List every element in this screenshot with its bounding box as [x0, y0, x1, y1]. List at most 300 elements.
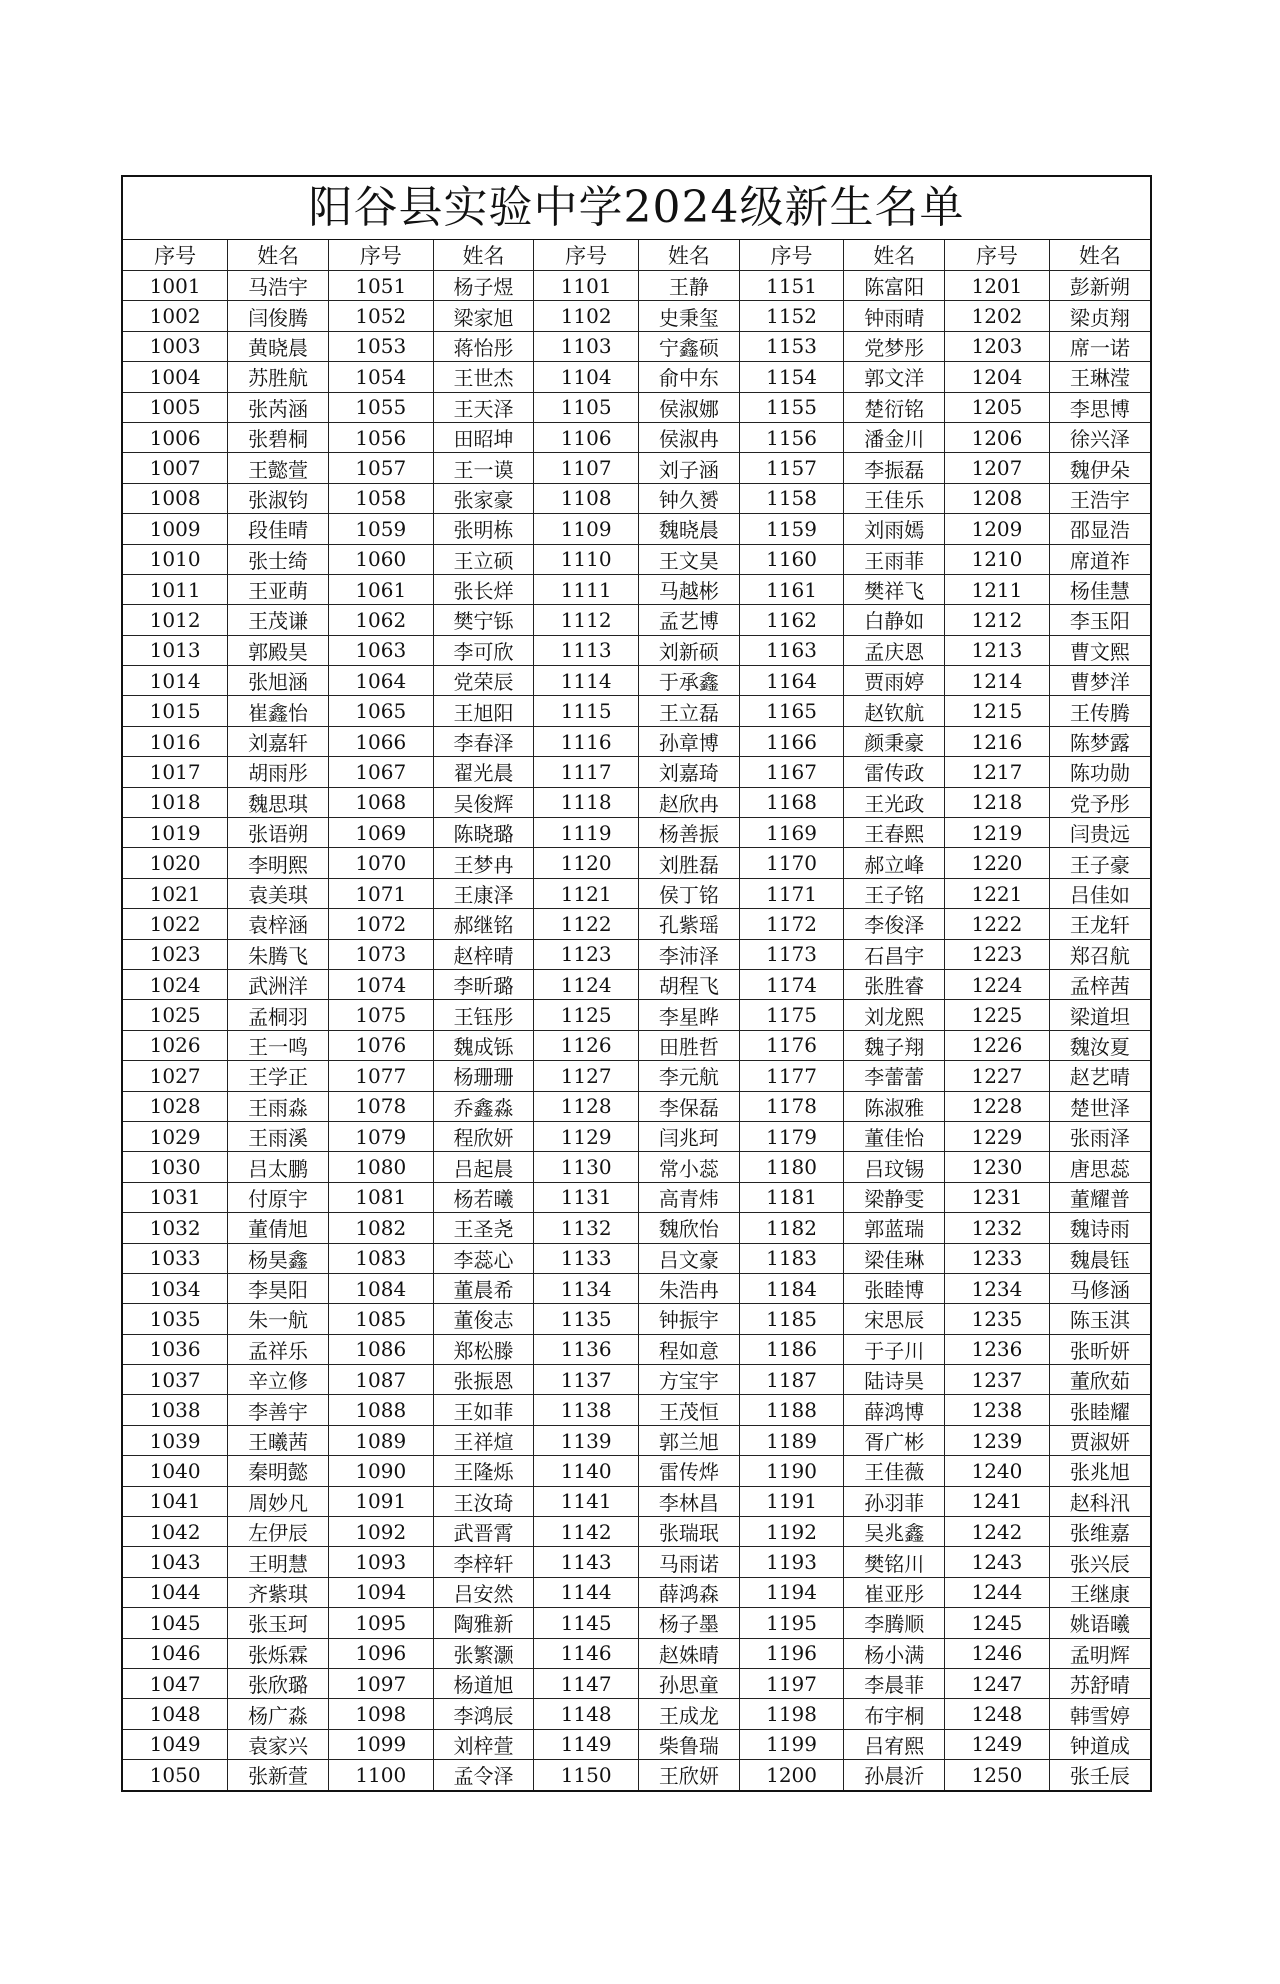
student-number-cell: 1190 [739, 1456, 844, 1486]
student-number-cell: 1121 [534, 878, 639, 908]
student-name-cell: 杨小满 [844, 1638, 945, 1668]
student-number-cell: 1100 [328, 1760, 433, 1790]
student-name-cell: 孟梓茜 [1049, 969, 1150, 999]
student-number-cell: 1070 [328, 848, 433, 878]
table-row [123, 392, 1150, 422]
student-number-cell: 1242 [945, 1517, 1050, 1547]
student-name-cell: 王雨菲 [844, 544, 945, 574]
student-name-cell: 王明慧 [228, 1547, 329, 1577]
student-number-cell: 1023 [123, 939, 228, 969]
student-name-cell: 杨道旭 [433, 1668, 534, 1698]
table-row [123, 1456, 1150, 1486]
student-number-cell: 1194 [739, 1577, 844, 1607]
student-name-cell: 郝立峰 [844, 848, 945, 878]
student-number-cell: 1011 [123, 574, 228, 604]
student-number-cell: 1003 [123, 331, 228, 361]
student-number-cell: 1097 [328, 1668, 433, 1698]
student-number-cell: 1231 [945, 1182, 1050, 1212]
student-number-cell: 1081 [328, 1182, 433, 1212]
student-name-cell: 赵钦航 [844, 696, 945, 726]
student-number-cell: 1065 [328, 696, 433, 726]
student-number-cell: 1144 [534, 1577, 639, 1607]
student-name-cell: 魏诗雨 [1049, 1213, 1150, 1243]
student-name-cell: 马越彬 [639, 574, 740, 604]
student-number-cell: 1063 [328, 635, 433, 665]
student-number-cell: 1098 [328, 1699, 433, 1729]
table-row [123, 1395, 1150, 1425]
student-name-cell: 于子川 [844, 1334, 945, 1364]
student-name-cell: 孙晨沂 [844, 1760, 945, 1790]
student-number-cell: 1228 [945, 1091, 1050, 1121]
student-number-cell: 1167 [739, 757, 844, 787]
student-name-cell: 侯丁铭 [639, 878, 740, 908]
table-row [123, 1091, 1150, 1121]
student-number-cell: 1040 [123, 1456, 228, 1486]
student-name-cell: 郝继铭 [433, 909, 534, 939]
student-number-cell: 1112 [534, 605, 639, 635]
student-number-cell: 1060 [328, 544, 433, 574]
student-name-cell: 吴俊辉 [433, 787, 534, 817]
student-number-cell: 1078 [328, 1091, 433, 1121]
table-row [123, 544, 1150, 574]
student-number-cell: 1152 [739, 301, 844, 331]
table-row [123, 1608, 1150, 1638]
student-name-cell: 马雨诺 [639, 1547, 740, 1577]
student-name-cell: 王子豪 [1049, 848, 1150, 878]
student-name-cell: 张长烊 [433, 574, 534, 604]
student-number-cell: 1165 [739, 696, 844, 726]
student-name-cell: 常小蕊 [639, 1152, 740, 1182]
student-name-cell: 张家豪 [433, 483, 534, 513]
student-name-cell: 孙羽菲 [844, 1486, 945, 1516]
student-name-cell: 王隆烁 [433, 1456, 534, 1486]
student-name-cell: 张昕妍 [1049, 1334, 1150, 1364]
student-name-cell: 陈功勋 [1049, 757, 1150, 787]
student-number-cell: 1069 [328, 818, 433, 848]
student-name-cell: 李星晔 [639, 1000, 740, 1030]
student-number-cell: 1086 [328, 1334, 433, 1364]
student-number-cell: 1024 [123, 969, 228, 999]
student-name-cell: 赵科汛 [1049, 1486, 1150, 1516]
student-number-cell: 1008 [123, 483, 228, 513]
student-number-cell: 1193 [739, 1547, 844, 1577]
student-number-cell: 1108 [534, 483, 639, 513]
student-number-cell: 1123 [534, 939, 639, 969]
student-name-cell: 李振磊 [844, 453, 945, 483]
student-name-cell: 陈富阳 [844, 271, 945, 301]
student-number-cell: 1117 [534, 757, 639, 787]
student-number-cell: 1079 [328, 1121, 433, 1151]
student-name-cell: 魏思琪 [228, 787, 329, 817]
student-name-cell: 田胜哲 [639, 1030, 740, 1060]
student-name-cell: 梁道坦 [1049, 1000, 1150, 1030]
table-row [123, 574, 1150, 604]
student-number-cell: 1110 [534, 544, 639, 574]
student-name-cell: 王佳薇 [844, 1456, 945, 1486]
student-name-cell: 党予彤 [1049, 787, 1150, 817]
student-name-cell: 孙章博 [639, 726, 740, 756]
student-name-cell: 李昕璐 [433, 969, 534, 999]
student-number-cell: 1166 [739, 726, 844, 756]
student-number-cell: 1148 [534, 1699, 639, 1729]
student-number-cell: 1096 [328, 1638, 433, 1668]
student-name-cell: 吕太鹏 [228, 1152, 329, 1182]
student-name-cell: 程欣妍 [433, 1121, 534, 1151]
student-name-cell: 贾雨婷 [844, 666, 945, 696]
student-number-cell: 1213 [945, 635, 1050, 665]
student-name-cell: 董欣茹 [1049, 1365, 1150, 1395]
student-name-cell: 薛鸿博 [844, 1395, 945, 1425]
student-number-cell: 1077 [328, 1061, 433, 1091]
student-name-cell: 侯淑娜 [639, 392, 740, 422]
student-name-cell: 翟光晨 [433, 757, 534, 787]
student-name-cell: 王世杰 [433, 362, 534, 392]
student-name-cell: 曹梦洋 [1049, 666, 1150, 696]
table-row [123, 1061, 1150, 1091]
student-name-cell: 徐兴泽 [1049, 422, 1150, 452]
student-name-cell: 袁美琪 [228, 878, 329, 908]
student-number-cell: 1169 [739, 818, 844, 848]
student-number-cell: 1015 [123, 696, 228, 726]
student-name-cell: 刘胜磊 [639, 848, 740, 878]
student-number-cell: 1191 [739, 1486, 844, 1516]
student-number-cell: 1204 [945, 362, 1050, 392]
student-number-cell: 1135 [534, 1304, 639, 1334]
student-number-cell: 1022 [123, 909, 228, 939]
student-name-cell: 刘雨嫣 [844, 514, 945, 544]
student-name-cell: 刘龙熙 [844, 1000, 945, 1030]
table-row [123, 1273, 1150, 1303]
student-name-cell: 石昌宇 [844, 939, 945, 969]
student-number-cell: 1084 [328, 1273, 433, 1303]
table-row [123, 1243, 1150, 1273]
student-name-cell: 杨善振 [639, 818, 740, 848]
student-number-cell: 1168 [739, 787, 844, 817]
student-name-cell: 朱腾飞 [228, 939, 329, 969]
student-name-cell: 张旭涵 [228, 666, 329, 696]
table-row [123, 1304, 1150, 1334]
student-number-cell: 1149 [534, 1729, 639, 1759]
student-name-cell: 李保磊 [639, 1091, 740, 1121]
student-name-cell: 郑召航 [1049, 939, 1150, 969]
student-number-cell: 1212 [945, 605, 1050, 635]
table-row [123, 1365, 1150, 1395]
student-name-cell: 武晋霄 [433, 1517, 534, 1547]
student-number-cell: 1074 [328, 969, 433, 999]
student-number-cell: 1062 [328, 605, 433, 635]
table-row [123, 1334, 1150, 1364]
student-number-cell: 1218 [945, 787, 1050, 817]
student-name-cell: 孟明辉 [1049, 1638, 1150, 1668]
student-number-cell: 1157 [739, 453, 844, 483]
student-name-cell: 张士绮 [228, 544, 329, 574]
student-number-cell: 1147 [534, 1668, 639, 1698]
student-name-cell: 吕文豪 [639, 1243, 740, 1273]
student-name-cell: 宋思辰 [844, 1304, 945, 1334]
student-number-cell: 1153 [739, 331, 844, 361]
student-name-cell: 张玉珂 [228, 1608, 329, 1638]
student-number-cell: 1020 [123, 848, 228, 878]
student-name-cell: 席一诺 [1049, 331, 1150, 361]
student-number-cell: 1174 [739, 969, 844, 999]
student-name-cell: 王汝琦 [433, 1486, 534, 1516]
student-number-cell: 1073 [328, 939, 433, 969]
student-name-cell: 梁家旭 [433, 301, 534, 331]
student-name-cell: 马浩宇 [228, 271, 329, 301]
student-number-cell: 1207 [945, 453, 1050, 483]
student-number-cell: 1042 [123, 1517, 228, 1547]
student-number-cell: 1164 [739, 666, 844, 696]
student-name-cell: 李林昌 [639, 1486, 740, 1516]
table-row [123, 635, 1150, 665]
student-name-cell: 张欣璐 [228, 1668, 329, 1698]
student-number-cell: 1156 [739, 422, 844, 452]
student-name-cell: 王梦冉 [433, 848, 534, 878]
student-number-cell: 1159 [739, 514, 844, 544]
student-number-cell: 1124 [534, 969, 639, 999]
student-number-cell: 1095 [328, 1608, 433, 1638]
student-name-cell: 俞中东 [639, 362, 740, 392]
student-name-cell: 张语朔 [228, 818, 329, 848]
student-number-cell: 1115 [534, 696, 639, 726]
student-name-cell: 张振恩 [433, 1365, 534, 1395]
student-name-cell: 付原宇 [228, 1182, 329, 1212]
student-number-cell: 1225 [945, 1000, 1050, 1030]
student-number-cell: 1014 [123, 666, 228, 696]
student-number-cell: 1066 [328, 726, 433, 756]
student-number-cell: 1179 [739, 1121, 844, 1151]
header-cell-name: 姓名 [1049, 240, 1150, 271]
student-name-cell: 张兴辰 [1049, 1547, 1150, 1577]
student-name-cell: 董耀普 [1049, 1182, 1150, 1212]
roster-body [123, 271, 1150, 1790]
student-number-cell: 1044 [123, 1577, 228, 1607]
student-number-cell: 1180 [739, 1152, 844, 1182]
student-number-cell: 1232 [945, 1213, 1050, 1243]
student-name-cell: 周妙凡 [228, 1486, 329, 1516]
student-number-cell: 1196 [739, 1638, 844, 1668]
student-name-cell: 孙思童 [639, 1668, 740, 1698]
student-name-cell: 钟久赟 [639, 483, 740, 513]
table-row [123, 818, 1150, 848]
student-number-cell: 1028 [123, 1091, 228, 1121]
student-number-cell: 1222 [945, 909, 1050, 939]
page-title: 阳谷县实验中学2024级新生名单 [123, 177, 1150, 240]
student-number-cell: 1054 [328, 362, 433, 392]
student-name-cell: 李元航 [639, 1061, 740, 1091]
student-name-cell: 王佳乐 [844, 483, 945, 513]
student-number-cell: 1211 [945, 574, 1050, 604]
student-name-cell: 郭殿昊 [228, 635, 329, 665]
student-number-cell: 1188 [739, 1395, 844, 1425]
student-number-cell: 1126 [534, 1030, 639, 1060]
table-row [123, 1547, 1150, 1577]
student-number-cell: 1178 [739, 1091, 844, 1121]
table-row [123, 1121, 1150, 1151]
table-row [123, 1213, 1150, 1243]
student-name-cell: 樊铭川 [844, 1547, 945, 1577]
student-name-cell: 李沛泽 [639, 939, 740, 969]
student-name-cell: 张睦耀 [1049, 1395, 1150, 1425]
student-number-cell: 1025 [123, 1000, 228, 1030]
student-name-cell: 王光政 [844, 787, 945, 817]
student-number-cell: 1220 [945, 848, 1050, 878]
student-number-cell: 1016 [123, 726, 228, 756]
student-name-cell: 辛立修 [228, 1365, 329, 1395]
student-number-cell: 1155 [739, 392, 844, 422]
student-number-cell: 1206 [945, 422, 1050, 452]
student-number-cell: 1160 [739, 544, 844, 574]
student-name-cell: 崔亚彤 [844, 1577, 945, 1607]
student-number-cell: 1007 [123, 453, 228, 483]
student-name-cell: 闫兆珂 [639, 1121, 740, 1151]
student-number-cell: 1208 [945, 483, 1050, 513]
header-cell-number: 序号 [534, 240, 639, 271]
student-name-cell: 魏成铄 [433, 1030, 534, 1060]
student-number-cell: 1033 [123, 1243, 228, 1273]
student-name-cell: 王成龙 [639, 1699, 740, 1729]
student-number-cell: 1221 [945, 878, 1050, 908]
student-number-cell: 1027 [123, 1061, 228, 1091]
student-number-cell: 1241 [945, 1486, 1050, 1516]
student-name-cell: 王欣妍 [639, 1760, 740, 1790]
table-row [123, 301, 1150, 331]
student-number-cell: 1076 [328, 1030, 433, 1060]
student-name-cell: 黄晓晨 [228, 331, 329, 361]
student-name-cell: 王天泽 [433, 392, 534, 422]
student-name-cell: 刘子涵 [639, 453, 740, 483]
student-name-cell: 杨珊珊 [433, 1061, 534, 1091]
student-number-cell: 1233 [945, 1243, 1050, 1273]
student-name-cell: 张壬辰 [1049, 1760, 1150, 1790]
student-number-cell: 1235 [945, 1304, 1050, 1334]
student-name-cell: 胡程飞 [639, 969, 740, 999]
student-name-cell: 张胜睿 [844, 969, 945, 999]
table-row [123, 1000, 1150, 1030]
student-number-cell: 1017 [123, 757, 228, 787]
student-name-cell: 马修涵 [1049, 1273, 1150, 1303]
student-number-cell: 1229 [945, 1121, 1050, 1151]
student-number-cell: 1217 [945, 757, 1050, 787]
student-name-cell: 赵欣冉 [639, 787, 740, 817]
student-number-cell: 1058 [328, 483, 433, 513]
student-number-cell: 1132 [534, 1213, 639, 1243]
student-number-cell: 1002 [123, 301, 228, 331]
table-row [123, 757, 1150, 787]
student-name-cell: 刘嘉轩 [228, 726, 329, 756]
student-number-cell: 1034 [123, 1273, 228, 1303]
student-number-cell: 1230 [945, 1152, 1050, 1182]
student-name-cell: 袁家兴 [228, 1729, 329, 1759]
student-number-cell: 1140 [534, 1456, 639, 1486]
student-name-cell: 李腾顺 [844, 1608, 945, 1638]
student-number-cell: 1234 [945, 1273, 1050, 1303]
roster-sheet [121, 175, 1152, 1792]
table-row [123, 666, 1150, 696]
student-number-cell: 1125 [534, 1000, 639, 1030]
student-number-cell: 1050 [123, 1760, 228, 1790]
student-name-cell: 于承鑫 [639, 666, 740, 696]
student-number-cell: 1005 [123, 392, 228, 422]
student-name-cell: 吕玟锡 [844, 1152, 945, 1182]
student-number-cell: 1243 [945, 1547, 1050, 1577]
student-number-cell: 1161 [739, 574, 844, 604]
student-number-cell: 1055 [328, 392, 433, 422]
student-number-cell: 1083 [328, 1243, 433, 1273]
student-name-cell: 张兆旭 [1049, 1456, 1150, 1486]
student-number-cell: 1104 [534, 362, 639, 392]
student-name-cell: 李春泽 [433, 726, 534, 756]
student-name-cell: 吕起晨 [433, 1152, 534, 1182]
student-number-cell: 1141 [534, 1486, 639, 1516]
student-name-cell: 刘新硕 [639, 635, 740, 665]
student-number-cell: 1089 [328, 1425, 433, 1455]
student-name-cell: 魏伊朵 [1049, 453, 1150, 483]
student-name-cell: 钟道成 [1049, 1729, 1150, 1759]
student-name-cell: 张繁灏 [433, 1638, 534, 1668]
student-number-cell: 1021 [123, 878, 228, 908]
student-number-cell: 1130 [534, 1152, 639, 1182]
table-row [123, 1425, 1150, 1455]
student-name-cell: 郭蓝瑞 [844, 1213, 945, 1243]
student-number-cell: 1142 [534, 1517, 639, 1547]
student-number-cell: 1051 [328, 271, 433, 301]
student-number-cell: 1215 [945, 696, 1050, 726]
student-name-cell: 闫贵远 [1049, 818, 1150, 848]
student-name-cell: 王立磊 [639, 696, 740, 726]
student-number-cell: 1192 [739, 1517, 844, 1547]
student-name-cell: 陈晓璐 [433, 818, 534, 848]
student-number-cell: 1071 [328, 878, 433, 908]
student-number-cell: 1111 [534, 574, 639, 604]
student-number-cell: 1029 [123, 1121, 228, 1151]
header-cell-name: 姓名 [228, 240, 329, 271]
student-number-cell: 1183 [739, 1243, 844, 1273]
student-name-cell: 朱浩冉 [639, 1273, 740, 1303]
student-name-cell: 李思博 [1049, 392, 1150, 422]
student-name-cell: 陈梦露 [1049, 726, 1150, 756]
student-name-cell: 王亚萌 [228, 574, 329, 604]
student-name-cell: 董倩旭 [228, 1213, 329, 1243]
student-name-cell: 史秉玺 [639, 301, 740, 331]
student-number-cell: 1238 [945, 1395, 1050, 1425]
student-number-cell: 1201 [945, 271, 1050, 301]
student-name-cell: 郭兰旭 [639, 1425, 740, 1455]
student-number-cell: 1186 [739, 1334, 844, 1364]
table-row [123, 696, 1150, 726]
student-number-cell: 1010 [123, 544, 228, 574]
student-name-cell: 席道祚 [1049, 544, 1150, 574]
student-number-cell: 1001 [123, 271, 228, 301]
student-number-cell: 1041 [123, 1486, 228, 1516]
student-number-cell: 1138 [534, 1395, 639, 1425]
table-row [123, 1668, 1150, 1698]
student-number-cell: 1092 [328, 1517, 433, 1547]
table-row [123, 1638, 1150, 1668]
student-number-cell: 1239 [945, 1425, 1050, 1455]
student-number-cell: 1131 [534, 1182, 639, 1212]
student-number-cell: 1037 [123, 1365, 228, 1395]
student-name-cell: 王圣尧 [433, 1213, 534, 1243]
student-number-cell: 1012 [123, 605, 228, 635]
table-row [123, 1729, 1150, 1759]
student-number-cell: 1059 [328, 514, 433, 544]
student-number-cell: 1247 [945, 1668, 1050, 1698]
student-number-cell: 1116 [534, 726, 639, 756]
table-row [123, 726, 1150, 756]
student-number-cell: 1035 [123, 1304, 228, 1334]
student-number-cell: 1250 [945, 1760, 1050, 1790]
